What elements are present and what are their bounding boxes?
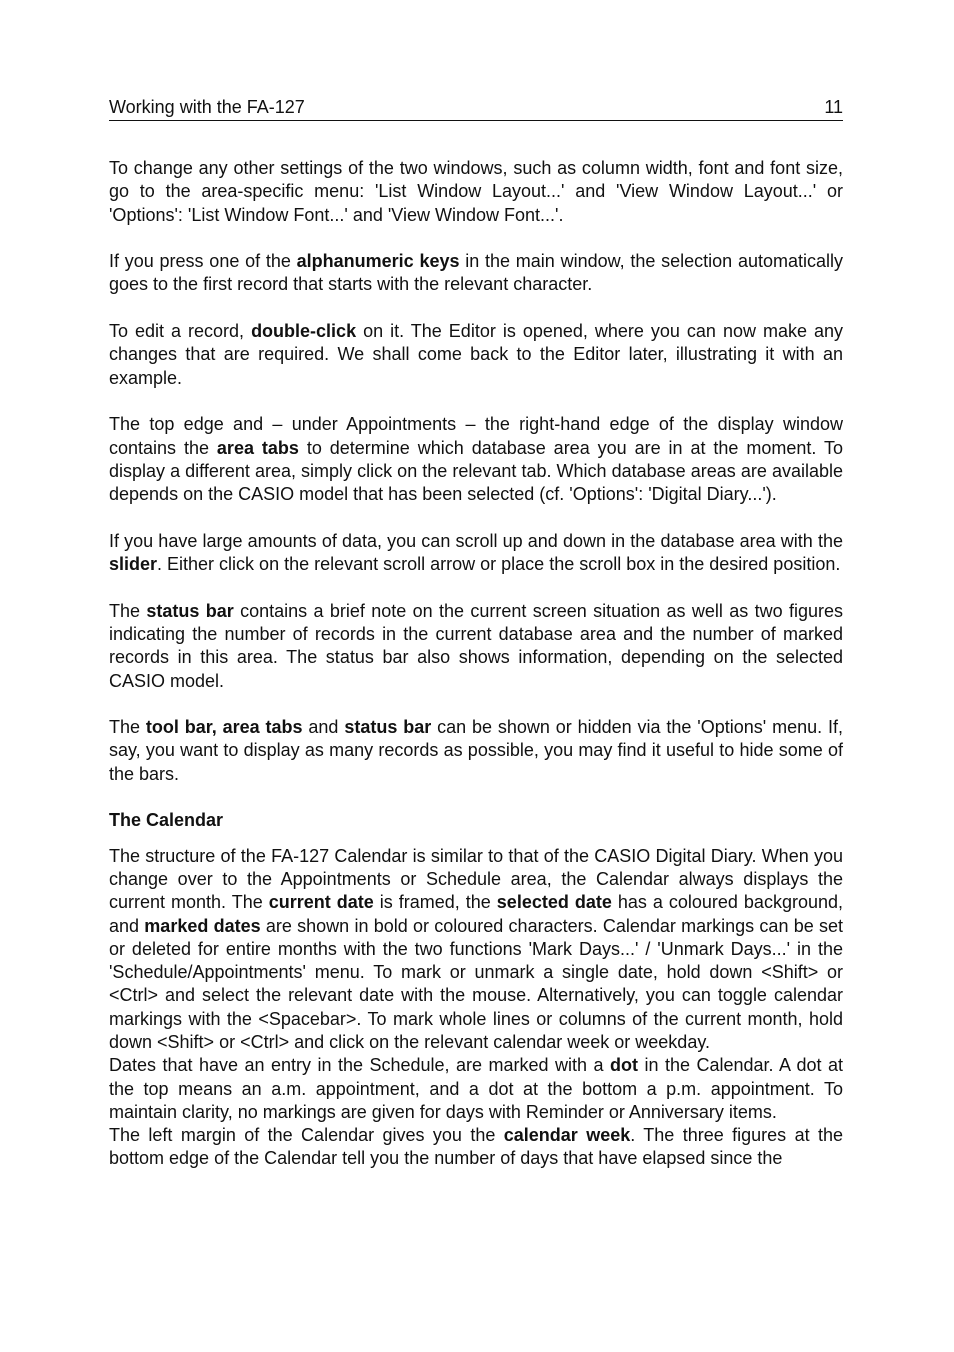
text-run: The top edge and – under Appointments – the right-hand edge of the display window contains the (109, 414, 843, 458)
paragraph-double-click (109, 320, 843, 390)
bold-term-dot: dot (610, 1055, 638, 1076)
text-run: Dates that have an entry in the Schedule, are marked with a (109, 1055, 610, 1076)
text-run: and (302, 717, 345, 738)
text-run: If you have large amounts of data, you can scroll up and down in the database area with the (109, 530, 843, 551)
paragraph-calendar-week (109, 1124, 843, 1171)
paragraph-text: To change any other settings of the two windows, such as column width, font and font size, go to the area-specific menu: 'List Window Layout...' and 'View Window Layout...' or 'Options': 'List Window Font...' and 'View Window Font...'. (109, 158, 843, 225)
page-header (109, 96, 843, 121)
paragraph-status-bar (109, 600, 843, 693)
section-heading-calendar: The Calendar (109, 810, 224, 831)
paragraph-slider (109, 530, 843, 577)
page-body (109, 157, 843, 1171)
text-run: can be shown or hidden via the 'Options' menu. If, say, you want to display as many records as possible, you may find it useful to hide some of the bars. (109, 717, 843, 784)
text-run: The left margin of the Calendar gives you the (109, 1125, 504, 1146)
bold-term-slider: slider (109, 554, 158, 575)
bold-term-selected-date: selected date (496, 892, 612, 913)
text-run: The (109, 600, 147, 621)
text-run: to determine which database area you are in at the moment. To display a different area, simply click on the relevant tab. Which database areas are available depends on the CASIO model that has been selected (cf. 'Options': 'Digital Diary...'). (109, 437, 843, 505)
bold-term-calendar-week: calendar week (503, 1125, 631, 1146)
bold-term-marked-dates: marked dates (144, 915, 261, 936)
text-run: is framed, the (373, 892, 497, 913)
paragraph-bars-visibility (109, 716, 843, 786)
text-run: . Either click on the relevant scroll arrow or place the scroll box in the desired position. (157, 554, 841, 575)
paragraph-calendar-structure (109, 845, 843, 1055)
paragraph-alphanumeric-keys (109, 250, 843, 297)
text-run: If you press one of the (109, 251, 297, 272)
page-number: 11 (824, 97, 843, 117)
text-run: on it. The Editor is opened, where you can now make any changes that are required. We shall come back to the Editor later, illustrating it with an example. (109, 321, 843, 388)
text-run: contains a brief note on the current screen situation as well as two figures indicating the number of records in the current database area and the number of marked records in this area. The status bar also shows information, depending on the selected CASIO model. (109, 600, 843, 691)
bold-term-double-click: double-click (251, 321, 357, 342)
text-run: . The three figures at the bottom edge of the Calendar tell you the number of days that have elapsed since the (109, 1125, 843, 1169)
text-run: are shown in bold or coloured characters. Calendar markings can be set or deleted for entire months with the two functions 'Mark Days...' / 'Unmark Days...' in the 'Schedule/Appointments' menu. To mark or unmark a single date, hold down <Shift> or <Ctrl> and select the relevant date with the mouse. Alternatively, you can toggle calendar markings with the <Spacebar>. To mark whole lines or columns of the current month, hold down <Shift> or <Ctrl> and click on the relevant calendar week or weekday. (109, 915, 843, 1052)
running-header-title: Working with the FA-127 (109, 97, 305, 117)
paragraph-area-tabs (109, 413, 843, 506)
text-run: The (109, 717, 146, 738)
bold-term-status-bar: status bar (344, 717, 432, 738)
text-run: in the main window, the selection automatically goes to the first record that starts with the relevant character. (109, 251, 843, 295)
paragraph-window-settings (109, 157, 843, 227)
text-run: has a coloured background, and (109, 892, 843, 936)
bold-term-alphanumeric-keys: alphanumeric keys (296, 251, 460, 272)
paragraph-calendar-dots (109, 1054, 843, 1124)
text-run: in the Calendar. A dot at the top means an a.m. appointment, and a dot at the bottom a p.m. appointment. To maintain clarity, no markings are given for days with Reminder or Anniversary items. (109, 1055, 843, 1122)
bold-term-status-bar: status bar (146, 600, 234, 621)
text-run: The structure of the FA-127 Calendar is similar to that of the CASIO Digital Diary. When you change over to the Appointments or Schedule area, the Calendar always displays the current month. The (109, 845, 843, 913)
bold-term-area-tabs: area tabs (216, 437, 299, 458)
bold-term-current-date: current date (268, 892, 374, 913)
text-run: To edit a record, (109, 321, 252, 342)
bold-term-tool-bar-area-tabs: tool bar, area tabs (145, 717, 303, 738)
